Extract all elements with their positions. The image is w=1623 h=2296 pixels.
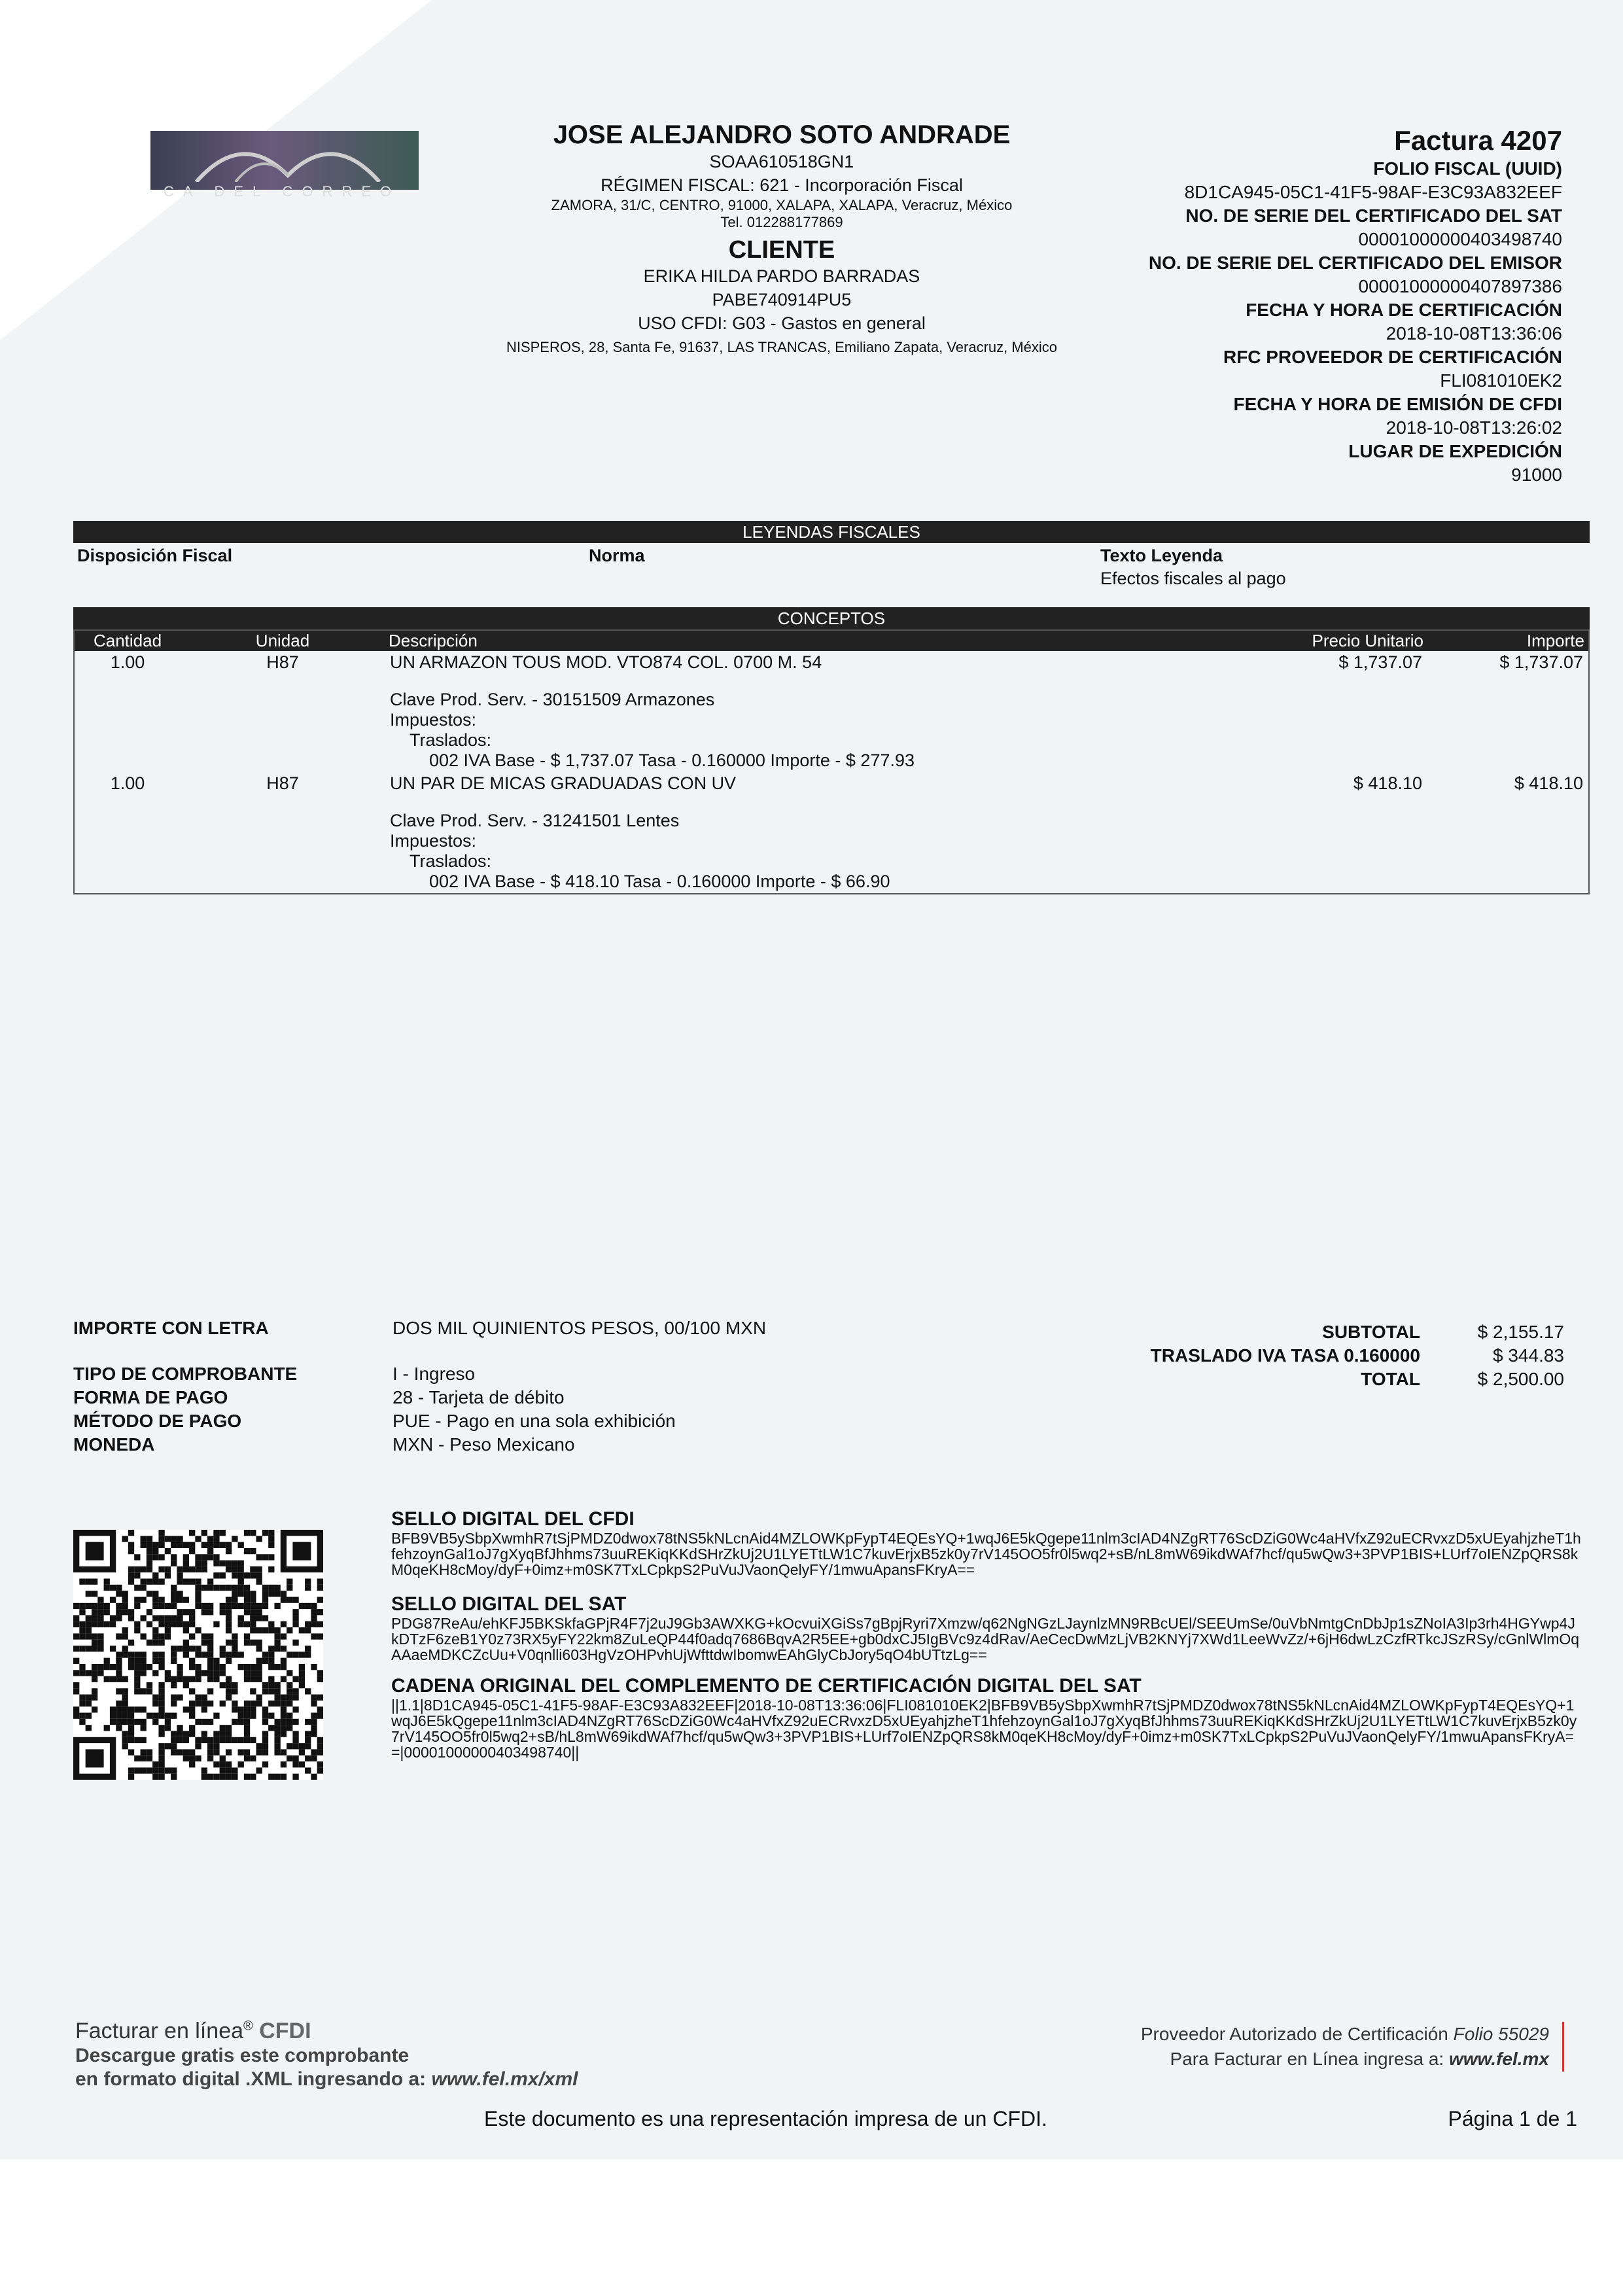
col-unidad: Unidad [181,630,385,651]
tipo-value: I - Ingreso [393,1364,476,1384]
item-clave: Clave Prod. Serv. - 30151509 Armazones [390,690,715,709]
footer-sub1: Descargue gratis este comprobante [75,2045,410,2066]
summary-labels [73,1316,297,1457]
footer-right [1141,2022,1564,2072]
folio-value: 8D1CA945-05C1-41F5-98AF-E3C93A832EEF [1184,182,1562,202]
subtotal-value: $ 2,155.17 [1477,1322,1564,1342]
cadena-value: ||1.1|8D1CA945-05C1-41F5-98AF-E3C93A832EEF|2018-10-08T13:36:06|FLI081010EK2|BFB9VB5ySbpXwmhR7tSjPMDZ0dwox78tNS5kNLcnAid4MZLOWKpFypT4EQEsYQ+1wqJ6E5kQgepe11nlm3cIAD4NZgRT76ScDZiG0Wc4aHVfxZ92uECRvxzD5xUEyahjzheT1hfehzoynGal1oJ7gXyqBfJhhms73uuREKiqKKdSHrZkUj2U1LYETtLW1C7kuvErjxB5zk0y7rV145OO5fr0l5wq2+sB/hL8mW69ikdWAf7hcf/qu5wQw3+3PVP1BIS+LUrf7oIENZpQRS8kM0qeKH8cMoy/dyF+0imz+m0SK7TxLCpkpS2PuVuJVaonQelyFY/1mwuApansFKryA==|00001000000403498740|| [391,1697,1577,1761]
issuer-tel: Tel. 012288177869 [720,214,843,230]
page-number: Página 1 de 1 [1448,2107,1577,2130]
leyendas-col-texto: Texto Leyenda [1100,546,1223,565]
cert-date-value: 2018-10-08T13:36:06 [1386,323,1562,344]
item-cantidad: 1.00 [110,773,145,793]
conceptos-bar: CONCEPTOS [73,607,1590,629]
subtotal-label: SUBTOTAL [1322,1322,1420,1342]
rfc-prov-value: FLI081010EK2 [1440,370,1562,391]
leyendas-bar: LEYENDAS FISCALES [73,521,1590,543]
prov-folio: Folio 55029 [1453,2024,1549,2044]
iva-value: $ 344.83 [1493,1345,1564,1366]
brand-bold: CFDI [259,2019,311,2043]
issuer-logo [150,131,419,200]
item-importe: $ 1,737.07 [1499,652,1583,672]
col-importe: Importe [1427,630,1589,651]
emisor-serial-value: 00001000000407897386 [1358,276,1562,296]
logo-text: CA DEL CORREO [164,183,401,200]
item-precio: $ 418.10 [1353,773,1422,793]
moneda-label: MONEDA [73,1434,155,1455]
col-cantidad: Cantidad [74,630,181,651]
folio-label: FOLIO FISCAL (UUID) [1373,158,1562,179]
table-row [74,772,1589,894]
conceptos-section [73,607,1590,894]
lugar-label: LUGAR DE EXPEDICIÓN [1348,441,1562,461]
footer-note: Este documento es una representación impresa de un CFDI. [484,2107,1047,2130]
issuer-rfc: SOAA610518GN1 [709,152,854,171]
issuer-address: ZAMORA, 31/C, CENTRO, 91000, XALAPA, XALAPA, Veracruz, México [551,197,1013,213]
leyendas-section [73,521,1590,589]
importe-letra-value: DOS MIL QUINIENTOS PESOS, 00/100 MXN [393,1318,767,1338]
summary-values [393,1316,766,1457]
arch-icon [190,136,386,182]
sat-serial-label: NO. DE SERIE DEL CERTIFICADO DEL SAT [1185,205,1562,226]
lugar-value: 91000 [1511,465,1562,485]
invoice-title: Factura 4207 [1394,125,1562,156]
leyendas-col-norma: Norma [589,546,645,565]
table-row [74,651,1589,772]
sello-sat [391,1593,1582,1663]
totals-block [962,1320,1564,1391]
item-descripcion-cell [385,651,1243,772]
item-precio: $ 1,737.07 [1338,652,1422,672]
cadena-original [391,1675,1582,1760]
sello-cfdi-label: SELLO DIGITAL DEL CFDI [391,1508,635,1530]
item-clave: Clave Prod. Serv. - 31241501 Lentes [390,811,680,830]
issuer-regimen: RÉGIMEN FISCAL: 621 - Incorporación Fiscal [601,175,963,195]
prov2-prefix: Para Facturar en Línea ingresa a: [1170,2049,1444,2069]
sello-cfdi-value: BFB9VB5ySbpXwmhR7tSjPMDZ0dwox78tNS5kNLcnAid4MZLOWKpFypT4EQEsYQ+1wqJ6E5kQgepe11nlm3cIAD4NZgRT76ScDZiG0Wc4aHVfxZ92uECRvxzD5xUEyahjzheT1hfehzoynGal1oJ7gXyqBfJhhms73uuREKiqKKdSHrZkUj2U1LYETtLW1C7kuvErjxB5zk0y7rV145OO5fr0l5wq2+sB/nL8mW69ikdWAf7hcf/qu5wQw3+3PVP1BIS+LUrf7oIENZpQRS8kM0qeKH8cMoy/dyF+0imz+m0SK7TxLCpkpS2PuVuJVaonQelyFY/1mwuApansFKryA== [391,1530,1581,1578]
prov-prefix: Proveedor Autorizado de Certificación [1140,2024,1448,2044]
client-address: NISPEROS, 28, Santa Fe, 91637, LAS TRANCAS, Emiliano Zapata, Veracruz, México [506,339,1058,355]
importe-letra-label: IMPORTE CON LETRA [73,1318,269,1338]
registered-icon: ® [243,2019,253,2034]
qr-code [73,1530,323,1780]
issuer-name: JOSE ALEJANDRO SOTO ANDRADE [553,120,1011,149]
item-iva: 002 IVA Base - $ 418.10 Tasa - 0.160000 Importe - $ 66.90 [429,872,890,891]
forma-value: 28 - Tarjeta de débito [393,1387,565,1407]
client-uso: USO CFDI: G03 - Gastos en general [638,313,926,333]
forma-label: FORMA DE PAGO [73,1387,228,1407]
emisor-serial-label: NO. DE SERIE DEL CERTIFICADO DEL EMISOR [1148,253,1562,273]
item-iva: 002 IVA Base - $ 1,737.07 Tasa - 0.160000 Importe - $ 277.93 [429,751,915,770]
item-descripcion: UN ARMAZON TOUS MOD. VTO874 COL. 0700 M. 54 [390,652,822,672]
sello-cfdi [391,1508,1582,1578]
leyendas-texto-value: Efectos fiscales al pago [1100,569,1286,588]
item-unidad: H87 [266,652,299,672]
item-impuestos: Impuestos: [390,710,477,730]
moneda-value: MXN - Peso Mexicano [393,1434,575,1455]
col-precio: Precio Unitario [1243,630,1427,651]
iva-label: TRASLADO IVA TASA 0.160000 [1150,1345,1420,1366]
metodo-value: PUE - Pago en una sola exhibición [393,1411,676,1431]
sello-sat-label: SELLO DIGITAL DEL SAT [391,1593,627,1615]
cert-date-label: FECHA Y HORA DE CERTIFICACIÓN [1246,300,1562,320]
item-descripcion: UN PAR DE MICAS GRADUADAS CON UV [390,773,737,793]
footer-left [75,2019,578,2091]
item-descripcion-cell [385,772,1243,894]
conceptos-table [73,629,1590,894]
item-impuestos: Impuestos: [390,831,477,851]
client-rfc: PABE740914PU5 [712,290,852,309]
item-importe: $ 418.10 [1514,773,1583,793]
sello-sat-value: PDG87ReAu/ehKFJ5BKSkfaGPjR4F7j2uJ9Gb3AWXKG+kOcvuiXGiSs7gBpjRyri7Xmzw/q62NgNGzLJaynlzMN9RBcUEl/SEEUmSe/0uVbNmtgCnDbJp1sZNoIA3Ip3rh4HGYwp4JkDTzF6zeB1Y0z73RX5yFY22km8ZuLeQP44f0adq7686BqvA2R5EE+gb0dxCJ5IgBVc9z4dRav/AeCecDwMzLjVB2KNYj7XWd1LeeWvZz/+6jH6dwLzCzfRTkcJSzRSy/cGnlWlmOqAAaeMDKCZcUu+V0qnlli603HgVzOHPvhUjWfttdwIbomwEAhGlyCbJory5qO4bUTtzLg== [391,1615,1580,1663]
leyendas-table [73,543,1590,589]
brand-name: Facturar en línea [75,2019,244,2043]
col-descripcion: Descripción [385,630,1243,651]
sat-serial-value: 00001000000403498740 [1358,229,1562,249]
cadena-label: CADENA ORIGINAL DEL COMPLEMENTO DE CERTIFICACIÓN DIGITAL DEL SAT [391,1675,1142,1697]
qr-icon [73,1530,323,1780]
item-traslados: Traslados: [410,851,492,871]
total-label: TOTAL [1361,1369,1420,1389]
invoice-info [1039,124,1562,487]
leyendas-col-disposicion: Disposición Fiscal [77,546,233,565]
footer-sub2-url[interactable]: www.fel.mx/xml [431,2068,578,2090]
client-heading: CLIENTE [728,236,835,264]
item-traslados: Traslados: [410,730,492,750]
prov2-url[interactable]: www.fel.mx [1448,2049,1549,2069]
footer-sub2-prefix: en formato digital .XML ingresando a: [75,2068,427,2090]
client-name: ERIKA HILDA PARDO BARRADAS [643,266,920,286]
metodo-label: MÉTODO DE PAGO [73,1411,242,1431]
rfc-prov-label: RFC PROVEEDOR DE CERTIFICACIÓN [1223,347,1562,367]
emision-value: 2018-10-08T13:26:02 [1386,417,1562,438]
tipo-label: TIPO DE COMPROBANTE [73,1364,298,1384]
page-bottom-margin [0,2159,1623,2296]
item-cantidad: 1.00 [110,652,145,672]
total-value: $ 2,500.00 [1477,1369,1564,1389]
item-unidad: H87 [266,773,299,793]
emision-label: FECHA Y HORA DE EMISIÓN DE CFDI [1233,394,1562,414]
